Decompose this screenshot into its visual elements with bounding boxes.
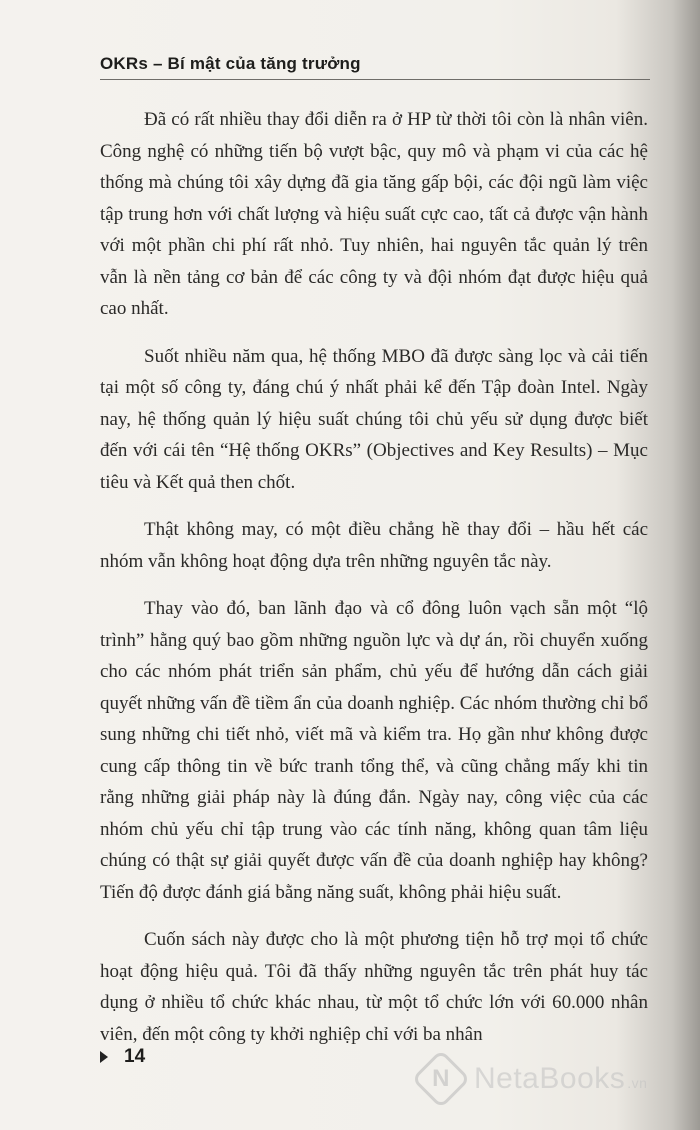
paragraph-2: Suốt nhiều năm qua, hệ thống MBO đã được sàng lọc và cải tiến tại một số công ty, đáng chú ý nhất phải kể đến Tập đoàn Intel. Ngày nay, hệ thống quản lý hiệu suất chúng tôi chủ yếu sử dụng được biết đến với cái tên “Hệ thống OKRs” (Objectives and Key Results) – Mục tiêu và Kết quả then chốt. [100, 345, 648, 493]
watermark [420, 1058, 647, 1100]
paragraph-3: Thật không may, có một điều chẳng hề thay đổi – hầu hết các nhóm vẫn không hoạt động dựa trên những nguyên tắc này. [100, 519, 648, 572]
page-body [100, 104, 648, 1066]
netabooks-logo-icon [411, 1049, 470, 1108]
page-footer [100, 1046, 145, 1068]
watermark-suffix: .vn [627, 1075, 648, 1091]
triangle-right-icon [100, 1051, 108, 1063]
page-number: 14 [124, 1046, 146, 1067]
watermark-brand: NetaBooks [474, 1062, 626, 1095]
watermark-logo-letter: N [432, 1065, 450, 1092]
paragraph-4: Thay vào đó, ban lãnh đạo và cổ đông luôn vạch sẵn một “lộ trình” hằng quý bao gồm những nguồn lực và dự án, rồi chuyển xuống cho các nhóm phát triển sản phẩm, chủ yếu để hướng dẫn cách giải quyết những vấn đề tiềm ẩn của doanh nghiệp. Các nhóm thường chỉ bổ sung những chi tiết nhỏ, viết mã và kiểm tra. Họ gần như không được cung cấp thông tin về bức tranh tổng thể, và cũng chẳng mấy khi tin rằng những giải pháp này là đúng đắn. Ngày nay, công việc của các nhóm chủ yếu chỉ tập trung vào các tính năng, không quan tâm liệu chúng có thật sự giải quyết được vấn đề của doanh nghiệp hay không? Tiến độ được đánh giá bằng năng suất, không phải hiệu suất. [100, 598, 648, 903]
paragraph-1: Đã có rất nhiều thay đổi diễn ra ở HP từ thời tôi còn là nhân viên. Công nghệ có những tiến bộ vượt bậc, quy mô và phạm vi của các hệ thống mà chúng tôi xây dựng đã gia tăng gấp bội, các đội ngũ làm việc tập trung hơn với chất lượng và hiệu suất cực cao, tất cả được vận hành với một phần chi phí rất nhỏ. Tuy nhiên, hai nguyên tắc quản lý trên vẫn là nền tảng cơ bản để các công ty và đội nhóm đạt được hiệu quả cao nhất. [100, 109, 648, 319]
running-header: OKRs – Bí mật của tăng trưởng [100, 54, 361, 73]
header-divider [100, 79, 650, 80]
paragraph-5: Cuốn sách này được cho là một phương tiện hỗ trợ mọi tổ chức hoạt động hiệu quả. Tôi đã thấy những nguyên tắc trên phát huy tác dụng ở nhiều tổ chức khác nhau, từ một tổ chức lớn với 60.000 nhân viên, đến một công ty khởi nghiệp chỉ với ba nhân [100, 929, 648, 1045]
watermark-text [474, 1062, 647, 1096]
